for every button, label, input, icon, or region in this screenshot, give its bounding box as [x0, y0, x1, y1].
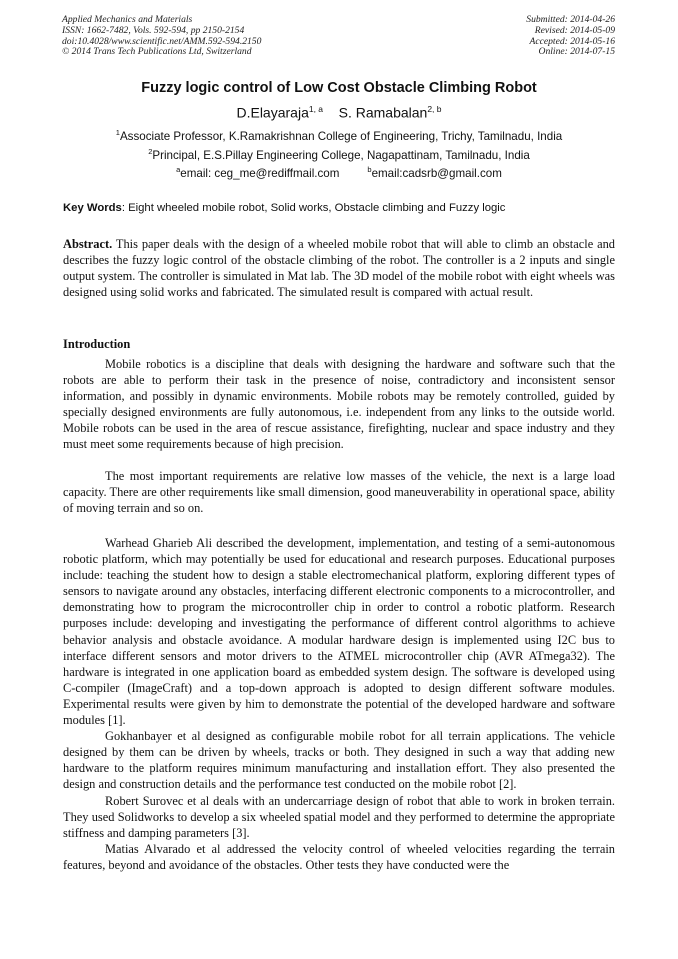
affiliation-1-sup: 1 [115, 128, 120, 137]
accepted-date: Accepted: 2014-05-16 [529, 35, 615, 47]
author-1: D.Elayaraja [236, 104, 309, 121]
submitted-date: Submitted: 2014-04-26 [526, 14, 615, 25]
email-line [0, 165, 678, 180]
email-a: email: ceg_me@rediffmail.com [180, 166, 340, 180]
keywords-label: Key Words [63, 202, 122, 214]
keywords-text: : Eight wheeled mobile robot, Solid works, Obstacle climbing and Fuzzy logic [121, 202, 506, 214]
journal-name: Applied Mechanics and Materials [62, 14, 193, 25]
online-date: Online: 2014-07-15 [538, 46, 615, 58]
author-2-sup: 2, b [427, 104, 442, 114]
author-line [0, 104, 678, 121]
email-a-sup: a [176, 165, 181, 174]
paragraph-4: Gokhanbayer et al designed as configurable mobile robot for all terrain applications. The vehicle designed by them can be driven by wheels, tracks or both. They designed in such a way that adding new hardware to the platform requires minimum manufacturing and installation effort. They also presented the design and construction details and the performance test conducted on the mobile robot [2]. [63, 729, 615, 792]
paragraph-3: Warhead Gharieb Ali described the development, implementation, and testing of a semi-autonomous robotic platform, which may potentially be used for educational and research purposes. Educational purposes include: teaching the student how to design a stable electromechanical platform, exploring different types of sensors to navigate around any obstacles, interfacing different electronic components to a microcontroller, and demonstrating how to program the microcontroller chip in order to control a robotic platform. Research purposes include: developing and investigating the performance of different control algorithms to achieve behavior analysis and obstacle avoidance. A modular hardware design is implemented using I2C bus to interface different sensors and motor drivers to the ATMEL microcontroller chip (AVR ATmega32). The hardware is integrated in one application board as embedded system design. The software is developed using C-compiler (ImageCraft) and a top-down approach is adopted to design different software modules. Experimental results were given by him to demonstrate the potential of the developed hardware and software modules [1]. [63, 536, 615, 728]
introduction-block-2 [63, 468, 615, 516]
author-2: S. Ramabalan [338, 104, 428, 121]
abstract-text: This paper deals with the design of a wheeled mobile robot that will able to climb an obstacle and describes the fuzzy logic control of the obstacle climbing of the robot. The controller is a 2 inputs and single output system. The controller is simulated in Mat lab. The 3D model of the mobile robot with eight wheels was designed using solid works and fabricated. The simulated result is compared with actual result. [63, 237, 615, 300]
journal-info [62, 15, 261, 58]
paper-title: Fuzzy logic control of Low Cost Obstacle Climbing Robot [141, 80, 537, 96]
affiliation-2-text: Principal, E.S.Pillay Engineering College, Nagapattinam, Tamilnadu, India [152, 148, 530, 162]
email-b-sup: b [367, 165, 372, 174]
paragraph-6: Matias Alvarado et al addressed the velocity control of wheeled velocities regarding the terrain features, beyond and avoidance of the obstacles. Other tests they have conducted were the [63, 841, 615, 872]
doi-line: doi:10.4028/www.scientific.net/AMM.592-594.2150 [62, 35, 262, 47]
introduction-block-3 [63, 535, 615, 873]
copyright-line: © 2014 Trans Tech Publications Ltd, Switzerland [62, 46, 252, 58]
keywords [63, 202, 615, 214]
affiliation-2-sup: 2 [148, 147, 153, 156]
affiliation-1 [0, 128, 678, 143]
issn-line: ISSN: 1662-7482, Vols. 592-594, pp 2150-2154 [62, 24, 245, 36]
affiliation-2 [0, 147, 678, 162]
introduction-block-1 [63, 356, 615, 453]
abstract-label: Abstract. [63, 237, 113, 251]
paragraph-1: Mobile robotics is a discipline that deals with designing the hardware and software such that the robots are able to perform their task in the presence of noise, contradictory and inconsistent sensor information, and possibly in dynamic environments. Mobile robots may be remotely controlled, guided by specially designed environments are fully autonomous, i.e. independent from any links to the outside world. Mobile robots can be used in the area of rescue assistance, firefighting, nuclear and space industry and they must meet some requirements because of high precision. [63, 357, 615, 452]
author-1-sup: 1, a [308, 104, 324, 114]
paragraph-2: The most important requirements are relative low masses of the vehicle, the next is a large load capacity. There are other requirements like small dimension, good maneuverability in operational space, ability of moving terrain and so on. [63, 469, 615, 516]
paragraph-5: Robert Surovec et al deals with an undercarriage design of robot that able to work in broken terrain. They used Solidworks to develop a six wheeled spatial model and they performed to determine the appropriate stiffness and damping parameters [3]. [63, 793, 615, 840]
abstract [63, 236, 615, 300]
publication-dates [526, 15, 615, 58]
revised-date: Revised: 2014-05-09 [534, 24, 615, 36]
email-b: email:cadsrb@gmail.com [371, 166, 502, 180]
affiliation-1-text: Associate Professor, K.Ramakrishnan College of Engineering, Trichy, Tamilnadu, India [119, 129, 563, 143]
section-heading-introduction: Introduction [63, 337, 131, 351]
